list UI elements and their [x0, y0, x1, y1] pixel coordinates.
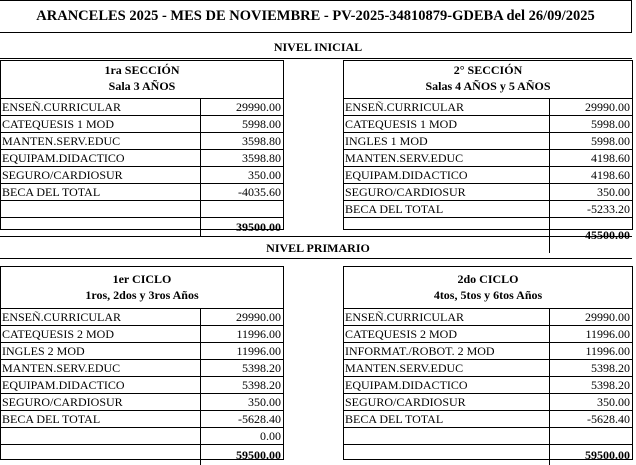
table-row	[1, 99, 283, 116]
table-row	[344, 360, 632, 377]
row-label: BECA DEL TOTAL	[345, 412, 444, 426]
table-row	[1, 428, 283, 445]
inicial-right-title2: Salas 4 AÑOS y 5 AÑOS	[425, 79, 551, 93]
inicial-left-title2: Sala 3 AÑOS	[108, 79, 176, 93]
table-row	[344, 184, 632, 201]
table-row	[344, 116, 632, 133]
divider	[0, 258, 632, 259]
row-value: -4035.60	[200, 184, 283, 200]
row-value: 11996.00	[549, 343, 632, 359]
row-label: SEGURO/CARDIOSUR	[2, 395, 123, 409]
inicial-right-table	[343, 60, 633, 242]
total-row	[1, 218, 283, 236]
table-row	[344, 343, 632, 360]
inicial-right-header	[344, 61, 632, 99]
row-label: EQUIPAM.DIDACTICO	[2, 378, 125, 392]
inicial-right-title1: 2° SECCIÓN	[453, 63, 523, 77]
total-row	[344, 445, 632, 465]
total-label	[1, 218, 200, 236]
row-label: MANTEN.SERV.EDUC	[2, 361, 121, 375]
row-value: 350.00	[200, 167, 283, 183]
row-label: CATEQUESIS 1 MOD	[2, 117, 115, 131]
row-value: -5628.40	[549, 411, 632, 427]
row-label: CATEQUESIS 2 MOD	[345, 327, 458, 341]
table-row	[1, 201, 283, 218]
row-label: ENSEÑ.CURRICULAR	[2, 100, 122, 114]
row-value: 350.00	[549, 184, 632, 200]
row-value: 5998.00	[549, 116, 632, 132]
row-value: 4198.60	[549, 150, 632, 166]
row-value: 3598.80	[200, 150, 283, 166]
table-row	[1, 411, 283, 428]
row-label: INFORMAT./ROBOT. 2 MOD	[345, 344, 495, 358]
primario-left-header	[1, 267, 283, 309]
row-value	[200, 201, 283, 217]
total-row	[1, 445, 283, 465]
row-label: MANTEN.SERV.EDUC	[345, 361, 464, 375]
table-row	[1, 394, 283, 411]
row-value: 5398.20	[549, 360, 632, 376]
total-value: 39500.00	[200, 218, 283, 236]
divider	[0, 236, 632, 237]
primario-right-header	[344, 267, 632, 309]
table-row	[344, 99, 632, 116]
row-value: 350.00	[549, 394, 632, 410]
table-row	[344, 167, 632, 184]
table-row	[1, 309, 283, 326]
row-value: 5398.20	[200, 377, 283, 393]
inicial-left-rows	[1, 99, 283, 236]
row-label	[344, 428, 549, 444]
row-label: INGLES 2 MOD	[2, 344, 85, 358]
primario-left-title1: 1er CICLO	[112, 272, 172, 286]
table-row	[344, 133, 632, 150]
row-value: 3598.80	[200, 133, 283, 149]
row-label: SEGURO/CARDIOSUR	[2, 168, 123, 182]
row-label: MANTEN.SERV.EDUC	[2, 134, 121, 148]
total-value: 59500.00	[549, 445, 632, 465]
row-value: 11996.00	[549, 326, 632, 342]
table-row	[344, 150, 632, 167]
table-row	[344, 394, 632, 411]
row-label: INGLES 1 MOD	[345, 134, 428, 148]
table-row	[1, 116, 283, 133]
row-label: EQUIPAM.DIDACTICO	[345, 378, 468, 392]
primario-left-rows	[1, 309, 283, 465]
inicial-left-title1: 1ra SECCIÓN	[104, 63, 180, 77]
row-value: 350.00	[200, 394, 283, 410]
row-value: 29990.00	[200, 99, 283, 115]
row-label: CATEQUESIS 1 MOD	[345, 117, 458, 131]
row-value: 0.00	[200, 428, 283, 444]
table-row	[344, 326, 632, 343]
primario-left-table	[0, 266, 284, 460]
row-value: 5398.20	[200, 360, 283, 376]
row-label: EQUIPAM.DIDACTICO	[345, 168, 468, 182]
table-row	[1, 326, 283, 343]
inicial-left-table	[0, 60, 284, 234]
row-value: -5233.20	[549, 201, 632, 217]
row-label: BECA DEL TOTAL	[2, 185, 101, 199]
divider	[0, 58, 632, 59]
row-label: ENSEÑ.CURRICULAR	[2, 310, 122, 324]
table-row	[1, 133, 283, 150]
primario-right-table	[343, 266, 633, 460]
row-value: 29990.00	[549, 309, 632, 325]
total-label	[344, 445, 549, 465]
nivel-primario-heading: NIVEL PRIMARIO	[266, 241, 370, 255]
primario-left-title2: 1ros, 2dos y 3ros Años	[85, 288, 199, 302]
row-value: 29990.00	[549, 99, 632, 115]
row-label: MANTEN.SERV.EDUC	[345, 151, 464, 165]
primario-right-rows	[344, 309, 632, 465]
row-label: BECA DEL TOTAL	[2, 412, 101, 426]
total-value: 45500.00	[549, 218, 632, 253]
row-value: 5398.20	[549, 377, 632, 393]
row-label	[1, 428, 200, 444]
row-value: 5998.00	[200, 116, 283, 132]
table-row	[1, 343, 283, 360]
total-label	[1, 445, 200, 465]
primario-right-title1: 2do CICLO	[457, 272, 519, 286]
row-label: SEGURO/CARDIOSUR	[345, 185, 466, 199]
table-row	[344, 411, 632, 428]
total-value: 59500.00	[200, 445, 283, 465]
row-value: 5998.00	[549, 133, 632, 149]
table-row	[1, 167, 283, 184]
table-row	[344, 428, 632, 445]
row-label: BECA DEL TOTAL	[345, 202, 444, 216]
row-label: EQUIPAM.DIDACTICO	[2, 151, 125, 165]
nivel-inicial-heading: NIVEL INICIAL	[273, 40, 363, 54]
inicial-left-header	[1, 61, 283, 99]
primario-right-title2: 4tos, 5tos y 6tos Años	[433, 288, 543, 302]
row-label: ENSEÑ.CURRICULAR	[345, 310, 465, 324]
row-value: 29990.00	[200, 309, 283, 325]
row-value: 11996.00	[200, 326, 283, 342]
inicial-right-rows	[344, 99, 632, 253]
row-label	[1, 201, 200, 217]
table-row	[1, 184, 283, 201]
row-label: CATEQUESIS 2 MOD	[2, 327, 115, 341]
table-row	[344, 309, 632, 326]
table-row	[1, 150, 283, 167]
table-row	[344, 377, 632, 394]
row-value: 4198.60	[549, 167, 632, 183]
row-label: SEGURO/CARDIOSUR	[345, 395, 466, 409]
table-row	[344, 201, 632, 218]
row-value	[549, 428, 632, 444]
row-label: ENSEÑ.CURRICULAR	[345, 100, 465, 114]
table-row	[1, 360, 283, 377]
row-value: 11996.00	[200, 343, 283, 359]
table-row	[1, 377, 283, 394]
row-value: -5628.40	[200, 411, 283, 427]
page-title: ARANCELES 2025 - MES DE NOVIEMBRE - PV-2025-34810879-GDEBA del 26/09/2025	[0, 0, 632, 33]
